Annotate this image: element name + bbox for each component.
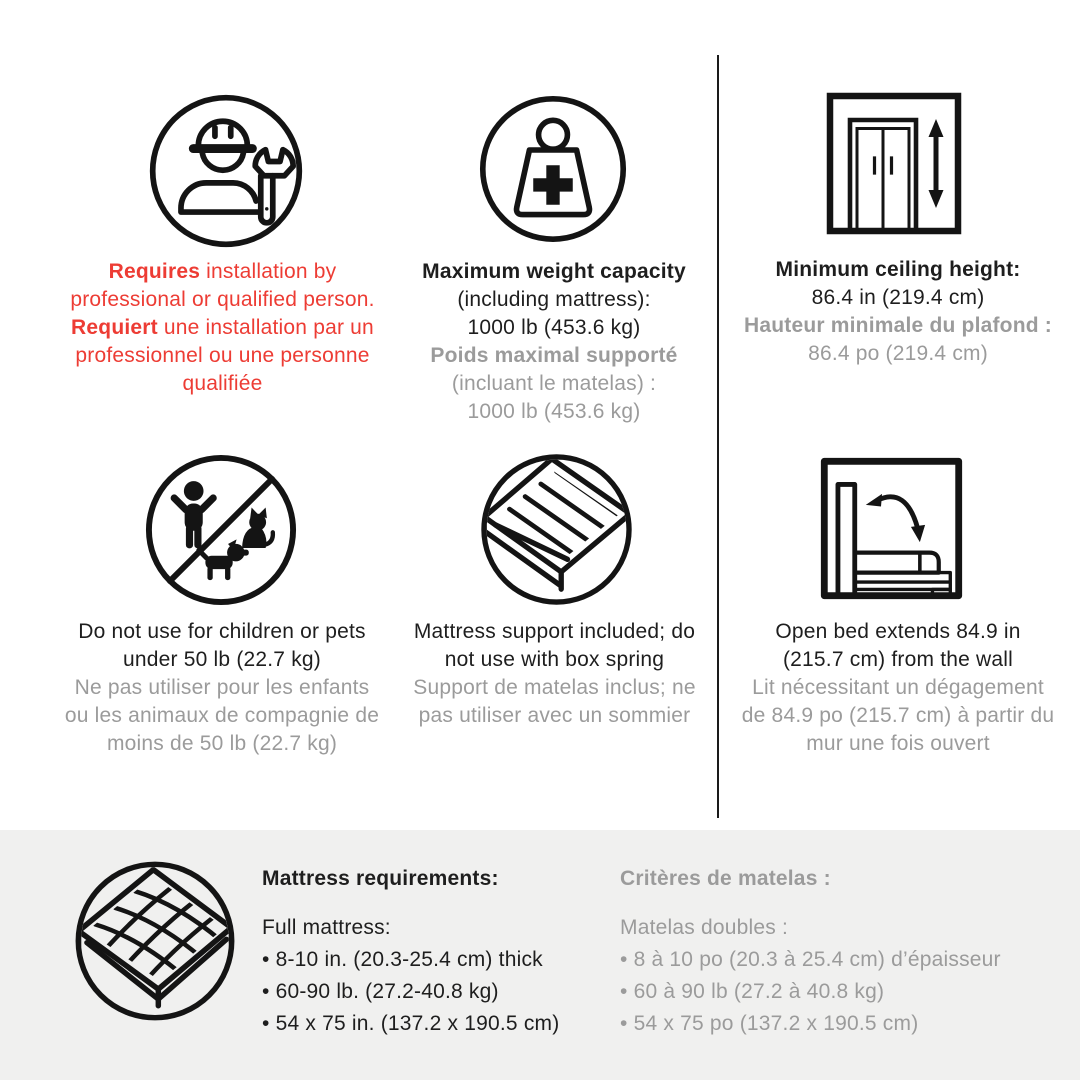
- text-line: pas utiliser avec un sommier: [418, 704, 691, 727]
- text-line: qualifiée: [182, 372, 263, 395]
- mattress-size-label-fr: Matelas doubles :: [620, 916, 788, 939]
- weight-capacity-icon: [477, 93, 629, 245]
- list-item: • 54 x 75 in. (137.2 x 190.5 cm): [262, 1008, 592, 1040]
- text-line: under 50 lb (22.7 kg): [123, 648, 321, 671]
- text-line: Do not use for children or pets: [78, 620, 366, 643]
- mattress-requirements-title-en: Mattress requirements:: [262, 867, 499, 890]
- mattress-requirements-band: [0, 830, 1080, 1080]
- mattress-requirements-title-fr: Critères de matelas :: [620, 867, 831, 890]
- installer-worker-wrench-icon: [147, 92, 305, 250]
- text-line: [40, 314, 405, 342]
- list-item: • 54 x 75 po (137.2 x 190.5 cm): [620, 1008, 1060, 1040]
- mattress-icon: [72, 858, 238, 1024]
- support-text: [392, 618, 717, 730]
- wall-bed-opening-icon: [818, 455, 965, 602]
- installation-text: [40, 258, 405, 398]
- text-line: 1000 lb (453.6 kg): [467, 400, 641, 423]
- list-item: • 8 à 10 po (20.3 à 25.4 cm) d’épaisseur: [620, 944, 1060, 976]
- openbed-text: [728, 618, 1068, 758]
- text-rest: installation by: [200, 260, 337, 283]
- text-line: Ne pas utiliser pour les enfants: [74, 676, 370, 699]
- text-line: (including mattress):: [457, 288, 651, 311]
- text-rest: une installation par un: [157, 316, 374, 339]
- ceiling-height-cabinet-arrow-icon: [824, 90, 964, 237]
- list-item: • 60 à 90 lb (27.2 à 40.8 kg): [620, 976, 1060, 1008]
- mattress-size-label-en: Full mattress:: [262, 916, 391, 939]
- weight-text: [398, 258, 710, 426]
- mattress-specs-list-en: [262, 944, 592, 1040]
- mattress-requirements-fr: [620, 866, 1060, 1040]
- text-line: Minimum ceiling height:: [775, 258, 1021, 281]
- text-line: ou les animaux de compagnie de: [64, 704, 380, 727]
- text-line: de 84.9 po (215.7 cm) à partir du: [741, 704, 1055, 727]
- list-item: • 60-90 lb. (27.2-40.8 kg): [262, 976, 592, 1008]
- text-line: moins de 50 lb (22.7 kg): [106, 732, 338, 755]
- text-line: professional or qualified person.: [70, 288, 375, 311]
- mattress-specs-list-fr: [620, 944, 1060, 1040]
- text-line: Poids maximal supporté: [430, 344, 678, 367]
- text-line: not use with box spring: [444, 648, 665, 671]
- list-item: • 8-10 in. (20.3-25.4 cm) thick: [262, 944, 592, 976]
- text-line: 1000 lb (453.6 kg): [467, 316, 641, 339]
- text-line: Lit nécessitant un dégagement: [752, 676, 1044, 699]
- text-line: Hauteur minimale du plafond :: [744, 314, 1052, 337]
- slatted-mattress-support-icon: [478, 451, 635, 608]
- text-line: (incluant le matelas) :: [451, 372, 657, 395]
- text-line: 86.4 po (219.4 cm): [808, 342, 988, 365]
- no-children-pets-icon: [143, 452, 299, 608]
- text-line: Open bed extends 84.9 in: [775, 620, 1021, 643]
- text-line: [40, 258, 405, 286]
- text-bold: Requires: [108, 260, 201, 283]
- text-bold: Requiert: [71, 316, 158, 339]
- ceiling-text: [733, 256, 1063, 368]
- text-line: (215.7 cm) from the wall: [782, 648, 1014, 671]
- text-line: professionnel ou une personne: [75, 344, 370, 367]
- vertical-divider: [717, 55, 719, 818]
- children-text: [37, 618, 407, 758]
- text-line: Mattress support included; do: [413, 620, 696, 643]
- mattress-requirements-en: [262, 866, 592, 1040]
- text-line: Support de matelas inclus; ne: [413, 676, 696, 699]
- text-line: mur une fois ouvert: [806, 732, 990, 755]
- text-line: Maximum weight capacity: [422, 260, 686, 283]
- text-line: 86.4 in (219.4 cm): [811, 286, 985, 309]
